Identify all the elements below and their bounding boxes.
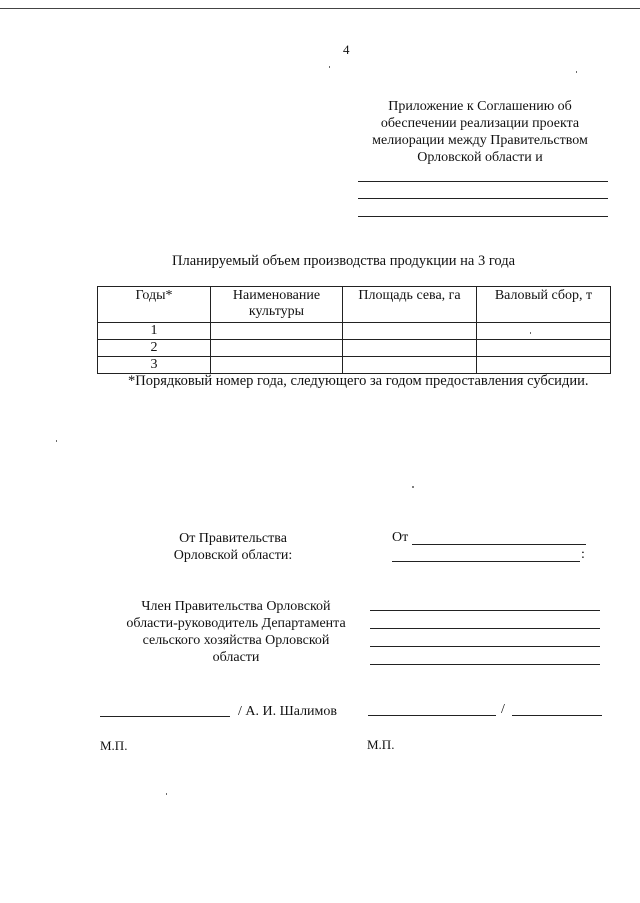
annex-heading xyxy=(360,98,600,166)
top-border-line xyxy=(0,8,640,9)
table-cell xyxy=(211,357,343,374)
right-party-prefix: От xyxy=(392,530,409,545)
right-title-blank-line xyxy=(370,646,600,647)
left-party-label xyxy=(158,530,308,564)
right-party-colon: : xyxy=(581,547,585,562)
signatory-name: / А. И. Шалимов xyxy=(238,704,338,719)
scan-speck xyxy=(329,66,330,68)
signature-separator: / xyxy=(501,702,505,717)
party-name-blank-line xyxy=(358,216,608,217)
right-party-name-blank xyxy=(412,544,586,545)
table-cell xyxy=(477,357,611,374)
table-row xyxy=(98,357,611,374)
table-row xyxy=(98,323,611,340)
scan-speck xyxy=(412,486,414,488)
right-name-blank xyxy=(512,715,602,716)
page-number: 4 xyxy=(343,42,350,57)
party-name-blank-line xyxy=(358,181,608,182)
scan-speck xyxy=(56,440,57,442)
left-party-label-line: От Правительства xyxy=(179,531,287,546)
column-header-sown-area: Площадь сева, га xyxy=(343,287,477,323)
party-name-blank-line xyxy=(358,198,608,199)
table-cell xyxy=(211,323,343,340)
table-cell: 3 xyxy=(98,357,211,374)
table-header-row xyxy=(98,287,611,323)
left-signature-blank xyxy=(100,716,230,717)
right-stamp-label: М.П. xyxy=(367,737,395,752)
annex-heading-line: Приложение к Соглашению об xyxy=(388,99,572,114)
table-cell xyxy=(343,323,477,340)
column-header-crop-name: Наименование культуры xyxy=(211,287,343,323)
scan-speck xyxy=(576,71,577,73)
table-cell xyxy=(477,340,611,357)
table-cell xyxy=(343,340,477,357)
right-party-name-blank xyxy=(392,561,580,562)
production-table xyxy=(97,286,611,374)
member-title xyxy=(112,598,360,666)
annex-heading-line: мелиорации между Правительством xyxy=(372,133,588,148)
right-title-blank-line xyxy=(370,610,600,611)
right-signature-blank xyxy=(368,715,496,716)
table-title: Планируемый объем производства продукции на 3 года xyxy=(172,253,516,269)
table-cell: 1 xyxy=(98,323,211,340)
left-stamp-label: М.П. xyxy=(100,738,128,753)
table-cell xyxy=(211,340,343,357)
column-header-gross-harvest: Валовый сбор, т xyxy=(477,287,611,323)
scan-speck xyxy=(166,793,167,795)
column-header-years: Годы* xyxy=(98,287,211,323)
annex-heading-line: Орловской области и xyxy=(417,150,543,165)
member-title-line: Член Правительства Орловской xyxy=(141,599,331,614)
table-footnote: *Порядковый номер года, следующего за годом предоставления субсидии. xyxy=(128,373,589,389)
table-cell: 2 xyxy=(98,340,211,357)
left-party-label-line: Орловской области: xyxy=(173,548,293,563)
table-row xyxy=(98,340,611,357)
right-title-blank-line xyxy=(370,628,600,629)
member-title-line: сельского хозяйства Орловской xyxy=(142,633,330,648)
member-title-line: области xyxy=(212,650,260,665)
table-cell xyxy=(343,357,477,374)
member-title-line: области-руководитель Департамента xyxy=(126,616,346,631)
table-cell xyxy=(477,323,611,340)
scan-speck xyxy=(530,332,531,334)
annex-heading-line: обеспечении реализации проекта xyxy=(380,116,580,131)
right-title-blank-line xyxy=(370,664,600,665)
